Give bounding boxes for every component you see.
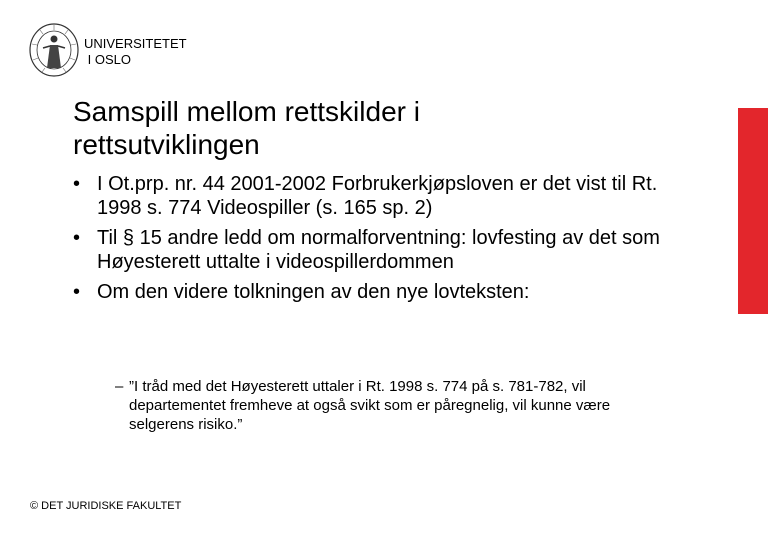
bullet-item bbox=[73, 226, 673, 274]
sub-bullet-item bbox=[115, 377, 635, 434]
bullet-item bbox=[73, 172, 673, 220]
bullet-dot-icon: • bbox=[73, 227, 81, 249]
bullet-dot-icon: • bbox=[73, 173, 81, 195]
university-name-line1: UNIVERSITETET bbox=[84, 36, 187, 51]
slide-title bbox=[73, 95, 693, 161]
accent-bar bbox=[738, 108, 768, 314]
slide-title-line2: rettsutviklingen bbox=[73, 129, 260, 160]
university-seal-logo bbox=[28, 22, 80, 78]
university-name-line2: I OSLO bbox=[84, 52, 131, 67]
bullet-list bbox=[73, 172, 673, 310]
bullet-text: I Ot.prp. nr. 44 2001-2002 Forbrukerkjøpsloven er det vist til Rt. 1998 s. 774 Videospiller (s. 165 sp. 2) bbox=[97, 173, 658, 219]
bullet-item bbox=[73, 280, 673, 304]
footer-text: © DET JURIDISKE FAKULTET bbox=[30, 500, 182, 512]
university-name bbox=[84, 36, 187, 68]
bullet-text: Til § 15 andre ledd om normalforventning: lovfesting av det som Høyesterett uttalte i videospillerdommen bbox=[97, 227, 660, 273]
bullet-text: Om den videre tolkningen av den nye lovteksten: bbox=[97, 281, 530, 303]
slide-title-line1: Samspill mellom rettskilder i bbox=[73, 96, 420, 127]
sub-bullet-list bbox=[115, 377, 635, 434]
quote-text: ”I tråd med det Høyesterett uttaler i Rt. 1998 s. 774 på s. 781-782, vil departementet fremheve at også svikt som er påregnelig, vil kunne være selgerens risiko.” bbox=[129, 378, 611, 433]
bullet-dot-icon: • bbox=[73, 281, 81, 303]
dash-icon: – bbox=[115, 378, 124, 395]
